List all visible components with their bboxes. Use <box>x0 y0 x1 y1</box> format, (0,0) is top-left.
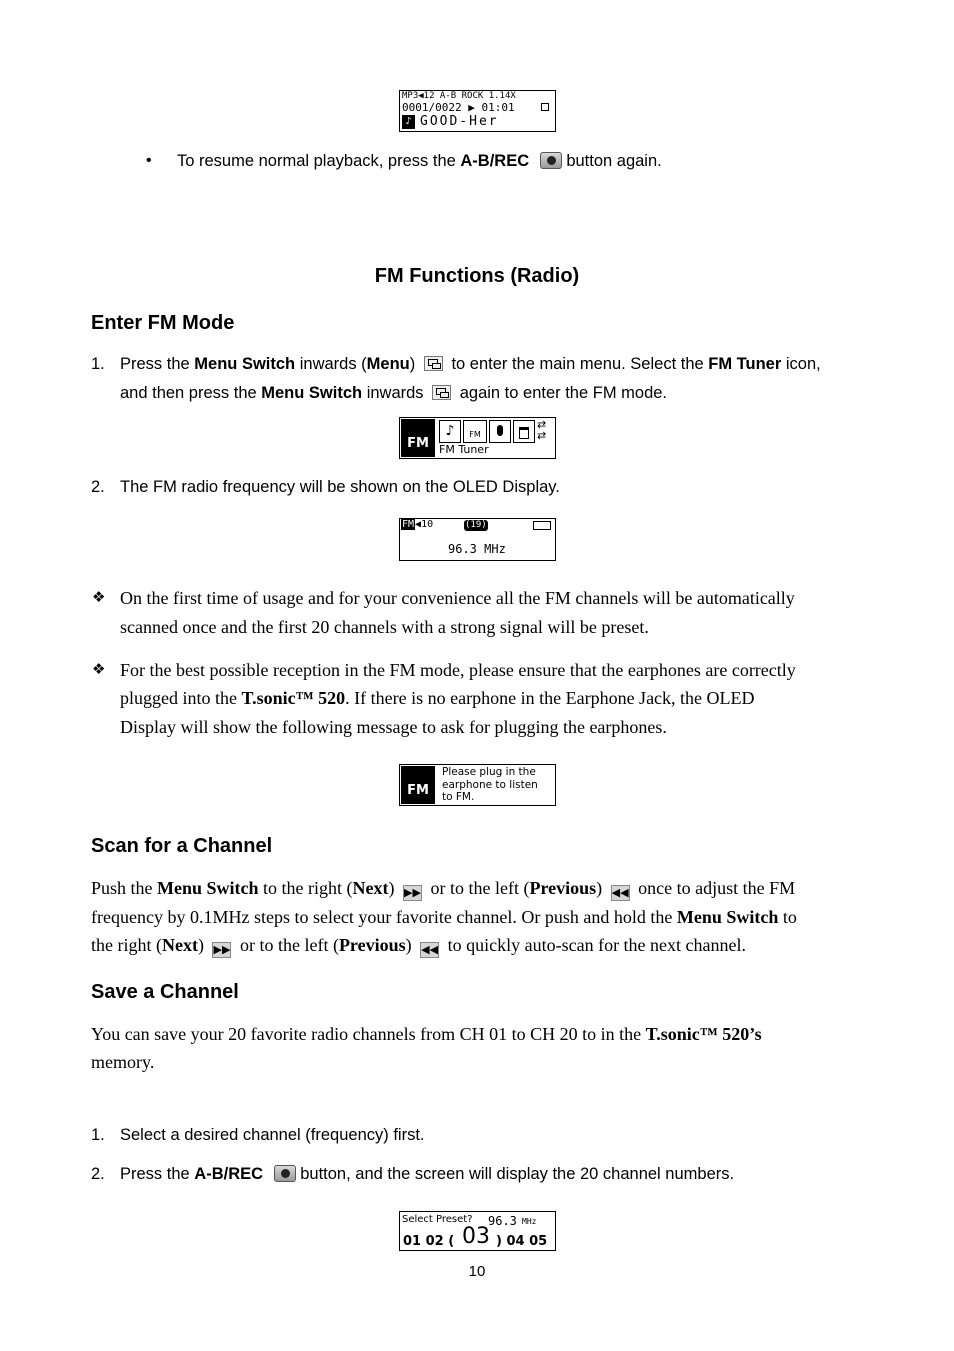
ab-display-row1: MP3◀12 A-B ROCK 1.14X <box>402 91 516 101</box>
next-label: Next <box>161 935 198 955</box>
ab-display-lock-icon <box>541 103 549 111</box>
save-line1 <box>91 1020 762 1049</box>
previous-label: Previous <box>529 878 597 898</box>
resume-text-part: button again. <box>561 152 662 170</box>
enter-fm-step2: The FM radio frequency will be shown on the OLED Display. <box>120 478 560 496</box>
ab-display-row2: 0001/0022 ▶ 01:01 <box>402 101 515 114</box>
text-part: ) <box>596 878 607 898</box>
plug-message-line3: to FM. <box>442 791 475 803</box>
step-number: 1. <box>91 355 105 373</box>
plug-message-line2: earphone to listen <box>442 778 538 791</box>
trash-icon <box>513 420 535 443</box>
scan-line1 <box>91 874 795 903</box>
preset-channels-left: 01 02 ( <box>403 1234 455 1249</box>
note2-line2 <box>120 684 755 713</box>
text-part: ) <box>405 935 417 955</box>
menu-switch-label: Menu Switch <box>676 907 779 927</box>
menu-switch-label: Menu Switch <box>194 355 296 373</box>
music-icon: ♪ <box>439 420 461 443</box>
scan-heading: Scan for a Channel <box>91 835 273 857</box>
section-title: FM Functions (Radio) <box>374 265 580 287</box>
note1-line1: On the first time of usage and for your convenience all the FM channels will be automatically <box>120 588 795 608</box>
step-number: 2. <box>91 478 105 496</box>
text-part: icon, <box>781 355 821 373</box>
enter-fm-step1-line1 <box>120 353 821 375</box>
text-part: inwards <box>362 384 429 402</box>
menu-switch-label: Menu Switch <box>157 878 259 898</box>
resume-text-part: To resume normal playback, press the <box>177 152 461 170</box>
menu-icon <box>424 356 443 371</box>
switch-icon: ⇄ ⇄ <box>537 418 547 442</box>
select-preset-prompt: Select Preset? <box>402 1214 473 1225</box>
next-arrow-icon: ▶▶ <box>404 886 421 899</box>
note2-line1: For the best possible reception in the FM mode, please ensure that the earphones are correctly <box>120 660 796 680</box>
fm-icon-text: FM <box>407 436 429 451</box>
text-part: to the right ( <box>258 878 353 898</box>
text-part: to enter the main menu. Select the <box>446 355 709 373</box>
music-note-icon: ♪ <box>402 115 415 129</box>
note2-line3: Display will show the following message to ask for plugging the earphones. <box>120 717 667 737</box>
step-number: 2. <box>91 1165 105 1183</box>
ab-rec-label: A-B/REC <box>460 152 530 170</box>
fm-radio-icon <box>401 419 435 457</box>
menu-icon <box>432 385 451 400</box>
ab-rec-button-icon <box>540 152 562 169</box>
microphone-icon <box>489 420 511 443</box>
text-part: ) <box>197 935 209 955</box>
text-part: inwards ( <box>295 355 367 373</box>
previous-arrow-icon: ◀◀ <box>611 886 629 899</box>
text-part: Press the <box>120 1165 195 1183</box>
product-name: T.sonic™ 520 <box>241 688 346 708</box>
preset-current-channel: 03 <box>462 1224 490 1249</box>
text-part: to quickly auto-scan for the next channel. <box>443 935 747 955</box>
scan-line2 <box>91 903 797 932</box>
text-part: ) <box>409 355 420 373</box>
diamond-bullet-icon: ❖ <box>92 588 106 606</box>
save-step2 <box>120 1163 734 1185</box>
ab-repeat-display <box>399 90 556 132</box>
product-name: T.sonic™ 520’s <box>645 1024 762 1044</box>
ab-display-row3: GOOD-Her <box>420 114 499 129</box>
save-step1: Select a desired channel (frequency) first. <box>120 1126 425 1144</box>
plug-message-line1: Please plug in the <box>442 766 536 778</box>
preset-channels-right: ) 04 05 <box>496 1234 548 1249</box>
previous-arrow-icon: ◀◀ <box>421 943 439 956</box>
text-part: once to adjust the FM <box>633 878 796 898</box>
fm-frequency-display <box>399 518 556 561</box>
text-part: to <box>778 907 797 927</box>
fm-status-row <box>401 519 433 531</box>
scan-line3 <box>91 931 746 960</box>
enter-fm-heading: Enter FM Mode <box>91 312 235 334</box>
ab-rec-button-icon <box>274 1165 296 1182</box>
fm-channel-badge: (19) <box>465 520 487 530</box>
resume-text <box>177 150 662 172</box>
text-part: or to the left ( <box>426 878 530 898</box>
fm-frequency-value: 96.3 MHz <box>448 542 506 556</box>
resume-bullet: • <box>146 152 152 169</box>
menu-switch-label: Menu Switch <box>261 384 363 402</box>
text-part: Push the <box>91 878 158 898</box>
select-preset-frequency: 96.3 <box>488 1214 517 1228</box>
diamond-bullet-icon: ❖ <box>92 660 106 678</box>
enter-fm-step1-line2 <box>120 382 667 404</box>
fm-tuner-menu-label: FM Tuner <box>439 443 489 456</box>
text-part: or to the left ( <box>235 935 339 955</box>
text-part: plugged into the <box>120 688 242 708</box>
text-part: again to enter the FM mode. <box>455 384 668 402</box>
fm-tuner-label: FM Tuner <box>708 355 782 373</box>
select-preset-display <box>399 1211 556 1251</box>
plug-earphone-display <box>399 764 556 806</box>
text-part: ) <box>388 878 399 898</box>
text-part: frequency by 0.1MHz steps to select your favorite channel. Or push and hold the <box>91 907 677 927</box>
save-line2: memory. <box>91 1052 155 1072</box>
fm-volume: ◀10 <box>415 519 434 530</box>
next-label: Next <box>352 878 389 898</box>
text-part: . If there is no earphone in the Earphone Jack, the OLED <box>345 688 755 708</box>
note1-line2: scanned once and the first 20 channels with a strong signal will be preset. <box>120 617 649 637</box>
ab-rec-label: A-B/REC <box>194 1165 264 1183</box>
text-part: the right ( <box>91 935 162 955</box>
fm-mode-badge: FM <box>402 519 415 530</box>
text-part: Press the <box>120 355 195 373</box>
text-part: button, and the screen will display the 20 channel numbers. <box>295 1165 735 1183</box>
fm-tuner-menu-display <box>399 417 556 459</box>
fm-icon-text: FM <box>407 783 429 798</box>
fm-mini-icon: FM <box>463 420 487 443</box>
save-heading: Save a Channel <box>91 981 239 1003</box>
next-arrow-icon: ▶▶ <box>213 943 231 956</box>
select-preset-unit: MHz <box>522 1217 537 1226</box>
fm-radio-icon <box>401 766 435 804</box>
step-number: 1. <box>91 1126 105 1144</box>
text-part: and then press the <box>120 384 262 402</box>
battery-icon <box>533 521 551 530</box>
menu-label: Menu <box>366 355 410 373</box>
text-part: You can save your 20 favorite radio channels from CH 01 to CH 20 to in the <box>91 1024 646 1044</box>
previous-label: Previous <box>338 935 406 955</box>
page-number: 10 <box>468 1263 486 1280</box>
